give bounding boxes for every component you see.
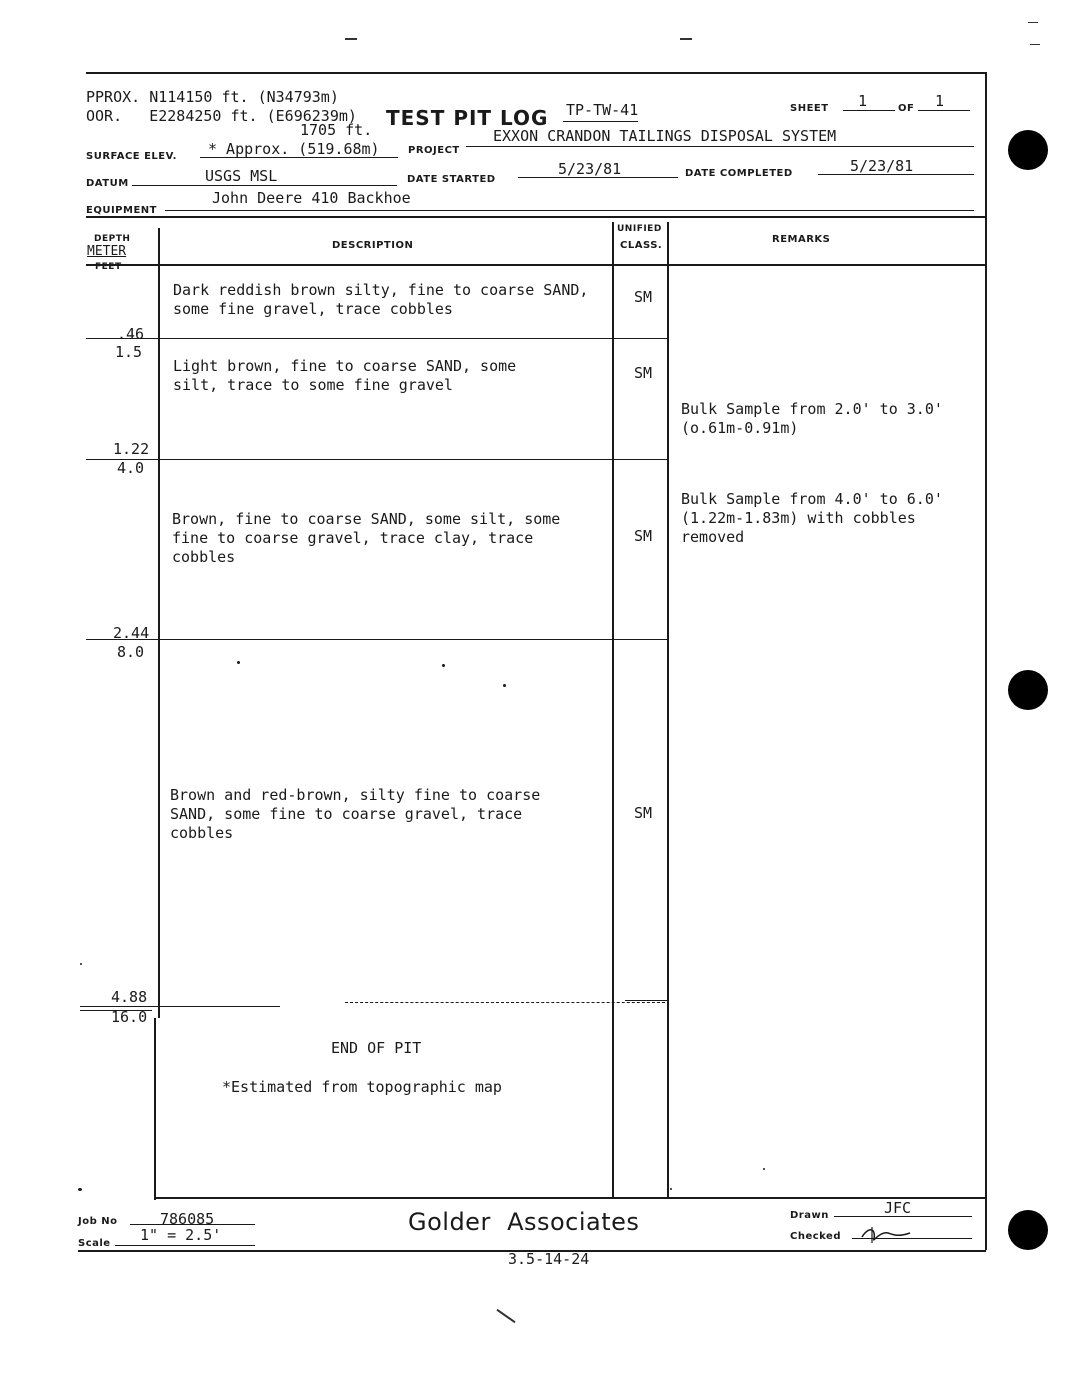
layer-1-class: SM	[634, 288, 653, 306]
remark-2: Bulk Sample from 4.0' to 6.0' (1.22m-1.83m) with cobbles removed	[681, 490, 943, 546]
layer-3-bottom-feet: 8.0	[117, 643, 145, 661]
layer-4-class: SM	[634, 804, 653, 822]
sheet-total: 1	[935, 92, 945, 110]
layer-2-description: Light brown, fine to coarse SAND, some silt, trace to some fine gravel	[173, 357, 517, 394]
document-title: TEST PIT LOG	[386, 106, 549, 130]
punch-hole	[1008, 1210, 1048, 1250]
coordinate-east-feet: 1705 ft.	[300, 121, 373, 139]
layer-4-bottom-meter: 4.88	[111, 988, 148, 1006]
sheet-number: 1	[858, 92, 868, 110]
layer-4-description: Brown and red-brown, silty fine to coarse SAND, some fine to coarse gravel, trace cobbles	[170, 786, 541, 842]
scan-mark	[345, 38, 357, 40]
scan-mark	[496, 1309, 515, 1323]
surface-elev-value: * Approx. (519.68m)	[208, 140, 380, 158]
remark-1: Bulk Sample from 2.0' to 3.0' (o.61m-0.91m)	[681, 400, 943, 437]
layer-2-bottom-meter: 1.22	[113, 440, 150, 458]
date-started-label: DATE STARTED	[407, 174, 496, 185]
drawn-label: Drawn	[790, 1210, 829, 1221]
company-name: Golder Associates	[408, 1208, 640, 1236]
layer-3-bottom-meter: 2.44	[113, 624, 150, 642]
punch-hole	[1008, 130, 1048, 170]
project-value: EXXON CRANDON TAILINGS DISPOSAL SYSTEM	[493, 127, 837, 145]
boundary-dashes	[345, 1002, 665, 1005]
sheet-label: SHEET	[790, 103, 829, 114]
page-number: 3.5-14-24	[508, 1250, 590, 1268]
checked-signature	[858, 1223, 918, 1245]
date-started-value: 5/23/81	[558, 160, 622, 178]
layer-4-bottom-feet: 16.0	[111, 1008, 148, 1026]
layer-1-bottom-feet: 1.5	[115, 343, 143, 361]
layer-3-description: Brown, fine to coarse SAND, some silt, some fine to coarse gravel, trace clay, trace cobbles	[172, 510, 561, 566]
job-number-label: Job No	[78, 1216, 118, 1227]
scan-mark	[680, 38, 692, 40]
layer-1-description: Dark reddish brown silty, fine to coarse SAND, some fine gravel, trace cobbles	[173, 281, 589, 318]
remarks-header: REMARKS	[772, 234, 831, 245]
class-header: CLASS.	[620, 240, 663, 251]
equipment-label: EQUIPMENT	[86, 205, 157, 216]
scan-mark	[1028, 22, 1038, 23]
checked-label: Checked	[790, 1231, 841, 1242]
coordinate-east: OOR. E2284250 ft. (E696239m)	[86, 107, 357, 125]
datum-value: USGS MSL	[205, 167, 278, 185]
project-label: PROJECT	[408, 145, 460, 156]
log-id: TP-TW-41	[566, 101, 639, 119]
depth-header: DEPTH	[94, 234, 131, 244]
scan-mark	[1030, 44, 1040, 45]
layer-2-bottom-feet: 4.0	[117, 459, 145, 477]
surface-elev-label: SURFACE ELEV.	[86, 151, 177, 162]
datum-label: DATUM	[86, 178, 129, 189]
layer-2-class: SM	[634, 364, 653, 382]
equipment-value: John Deere 410 Backhoe	[212, 189, 411, 207]
layer-1-bottom-meter: .46	[117, 325, 145, 343]
meter-header: METER	[87, 244, 127, 259]
coordinate-north: PPROX. N114150 ft. (N34793m)	[86, 88, 339, 106]
punch-hole	[1008, 670, 1048, 710]
job-number: 786085	[160, 1210, 215, 1228]
description-header: DESCRIPTION	[332, 240, 414, 251]
date-completed-label: DATE COMPLETED	[685, 168, 793, 179]
unified-header: UNIFIED	[617, 224, 662, 234]
of-label: OF	[898, 103, 915, 114]
feet-header: FEET	[95, 262, 122, 272]
drawn-value: JFC	[884, 1199, 912, 1217]
footnote: *Estimated from topographic map	[222, 1078, 502, 1096]
layer-3-class: SM	[634, 527, 653, 545]
scale-label: Scale	[78, 1238, 111, 1249]
end-of-pit: END OF PIT	[331, 1039, 422, 1057]
scale-value: 1" = 2.5'	[140, 1226, 222, 1244]
date-completed-value: 5/23/81	[850, 157, 914, 175]
